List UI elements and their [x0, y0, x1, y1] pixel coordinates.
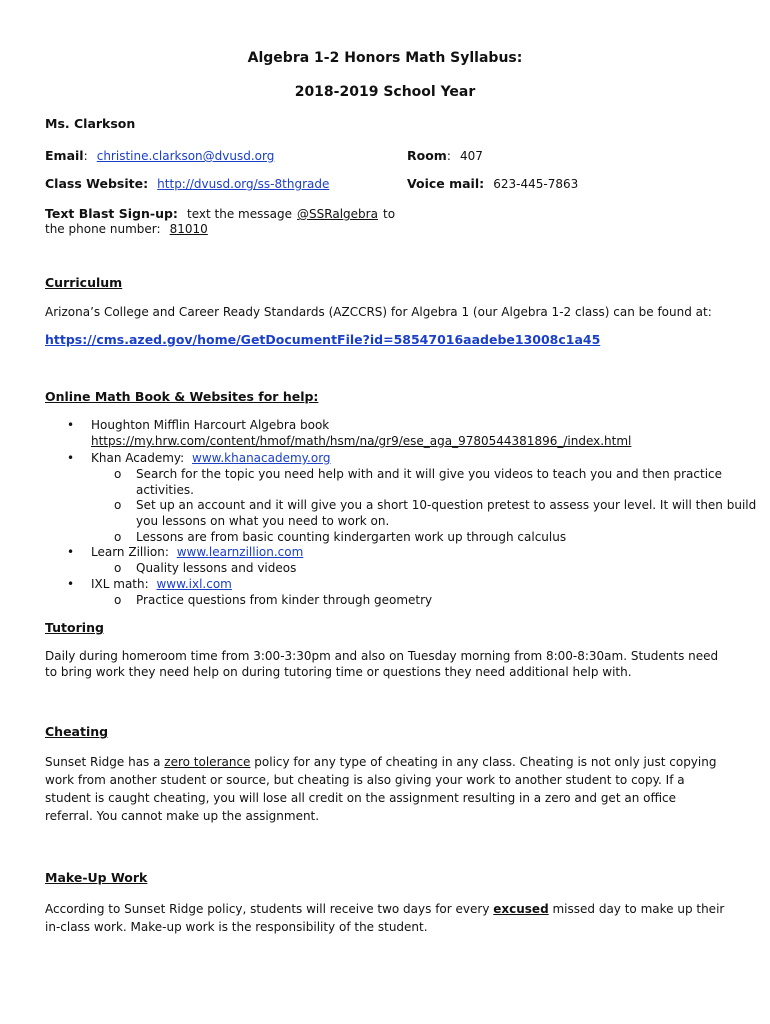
- khan-link[interactable]: www.khanacademy.org: [192, 451, 331, 465]
- hmh-text: Houghton Mifflin Harcourt Algebra book: [91, 418, 330, 432]
- email-link[interactable]: christine.clarkson@dvusd.org: [96, 149, 275, 163]
- sub-bullet-icon: o: [114, 561, 122, 575]
- room-row: [407, 145, 483, 164]
- ixl-link[interactable]: www.ixl.com: [156, 577, 232, 591]
- khan-sub2b: you lessons on what you need to work on.: [136, 514, 390, 528]
- khan-text: Khan Academy:: [91, 451, 185, 465]
- khan-sub1a: Search for the topic you need help with and it will give you videos to teach you and then practice: [136, 467, 723, 481]
- cheating-heading: Cheating: [45, 724, 109, 739]
- cheating-text: [45, 753, 725, 825]
- ixl-row: [91, 577, 232, 591]
- voicemail-value: 623-445-7863: [493, 177, 579, 191]
- curriculum-link[interactable]: https://cms.azed.gov/home/GetDocumentFile?id=58547016aadebe13008c1a45: [45, 332, 601, 347]
- textblast-to: to: [383, 207, 396, 221]
- room-label: Room: [407, 148, 447, 163]
- excused-word: excused: [493, 902, 549, 916]
- tutoring-heading: Tutoring: [45, 620, 104, 635]
- voicemail-row: [407, 173, 578, 192]
- online-heading: Online Math Book & Websites for help:: [45, 389, 319, 404]
- cheating-text-2: policy for any type of cheating in any class. Cheating is not only just copying work from another student or source, but cheating is also giving your work to another student to copy. If a student is caught cheating, you will lose all credit on the assignment resulting in a zero and get an office referral. You cannot make up the assignment.: [45, 755, 717, 823]
- website-row: [45, 173, 329, 192]
- zillion-row: [91, 545, 303, 559]
- sub-bullet-icon: o: [114, 498, 122, 512]
- school-year: 2018-2019 School Year: [294, 84, 476, 100]
- textblast-label: Text Blast Sign-up:: [45, 206, 178, 221]
- makeup-text-1: According to Sunset Ridge policy, students will receive two days for every: [45, 902, 490, 916]
- ixl-sub1: Practice questions from kinder through geometry: [136, 593, 433, 607]
- zillion-sub1: Quality lessons and videos: [136, 561, 297, 575]
- website-link[interactable]: http://dvusd.org/ss-8thgrade: [157, 177, 330, 191]
- room-value: 407: [459, 149, 483, 163]
- bullet-icon: •: [67, 451, 75, 465]
- bullet-icon: •: [67, 577, 75, 591]
- bullet-icon: •: [67, 545, 75, 559]
- zillion-text: Learn Zillion:: [91, 545, 169, 559]
- cheating-text-1: Sunset Ridge has a: [45, 755, 161, 769]
- makeup-text: [45, 900, 725, 936]
- khan-sub2a: Set up an account and it will give you a short 10-question pretest to assess your level. It will then build: [136, 498, 757, 512]
- makeup-text-2: missed day to make up their in-class work. Make-up work is the responsibility of the student.: [45, 902, 725, 934]
- khan-sub1b: activities.: [136, 483, 194, 497]
- zero-tolerance: zero tolerance: [164, 755, 251, 769]
- textblast-number: 81010: [169, 222, 208, 236]
- textblast-phone-text: the phone number:: [45, 222, 161, 236]
- room-colon: :: [446, 149, 451, 163]
- email-colon: :: [83, 149, 88, 163]
- sub-bullet-icon: o: [114, 530, 122, 544]
- khan-sub3: Lessons are from basic counting kindergarten work up through calculus: [136, 530, 567, 544]
- website-label: Class Website:: [45, 176, 149, 191]
- email-row: [45, 145, 274, 164]
- curriculum-text: Arizona’s College and Career Ready Standards (AZCCRS) for Algebra 1 (our Algebra 1-2 class) can be found at:: [45, 305, 712, 319]
- textblast-code: @SSRalgebra: [297, 207, 378, 221]
- sub-bullet-icon: o: [114, 593, 122, 607]
- zillion-link[interactable]: www.learnzillion.com: [176, 545, 304, 559]
- textblast-text: text the message: [187, 207, 292, 221]
- khan-row: [91, 451, 331, 465]
- ixl-text: IXL math:: [91, 577, 149, 591]
- bullet-icon: •: [67, 418, 75, 432]
- sub-bullet-icon: o: [114, 467, 122, 481]
- tutoring-text: Daily during homeroom time from 3:00-3:30pm and also on Tuesday morning from 8:00-8:30am. Students need to bring work they need help on during tutoring time or questions they need additional help with.: [45, 649, 719, 679]
- textblast-row-2: [45, 218, 208, 237]
- hmh-link[interactable]: https://my.hrw.com/content/hmof/math/hsm/na/gr9/ese_aga_9780544381896_/index.html: [91, 434, 632, 448]
- email-label: Email: [45, 148, 84, 163]
- makeup-heading: Make-Up Work: [45, 870, 148, 885]
- voicemail-label: Voice mail:: [407, 176, 485, 191]
- curriculum-heading: Curriculum: [45, 275, 123, 290]
- page-title: Algebra 1-2 Honors Math Syllabus:: [247, 50, 523, 66]
- teacher-name: Ms. Clarkson: [45, 116, 136, 131]
